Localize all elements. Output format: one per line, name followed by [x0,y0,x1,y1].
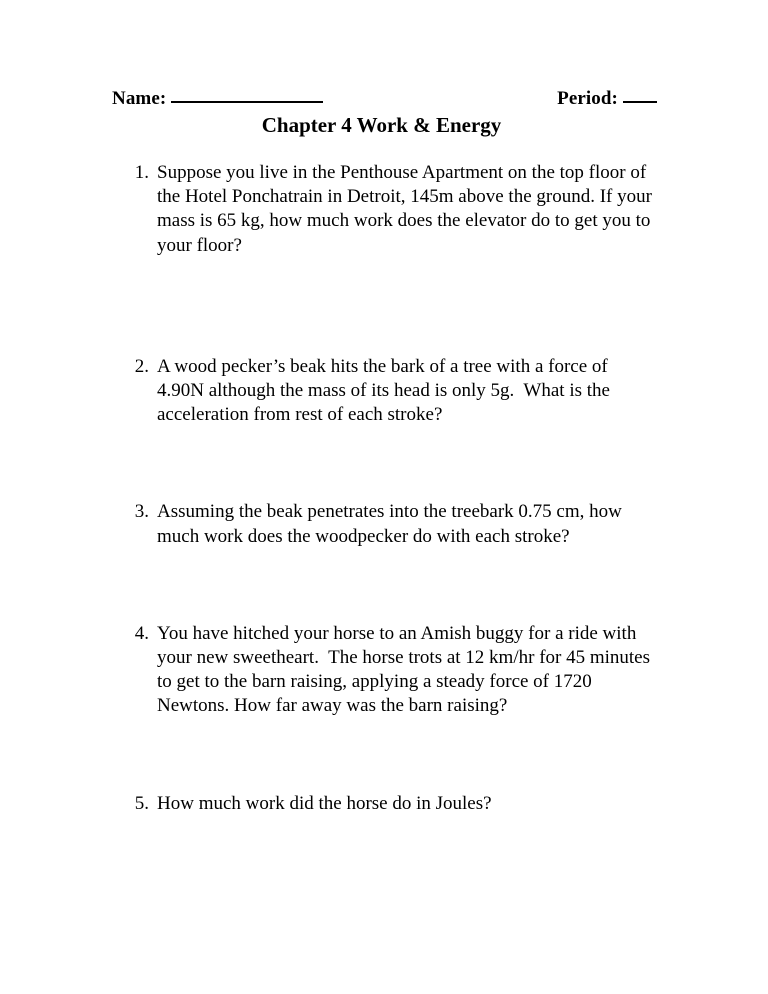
worksheet-header [112,88,657,114]
question-text: A wood pecker’s beak hits the bark of a tree with a force of 4.90N although the mass of its head is only 5g. What is the acceleration from rest of each stroke? [157,355,615,426]
question-text: Suppose you live in the Penthouse Apartment on the top floor of the Hotel Ponchatrain in Detroit, 145m above the ground. If your mass is 65 kg, how much work does the elevator do to get you to your floor? [157,162,657,256]
page-title: Chapter 4 Work & Energy [261,113,502,137]
answer-space-3[interactable] [128,549,658,622]
answer-space-4[interactable] [128,719,658,792]
question-text: How much work did the horse do in Joules? [157,792,492,814]
name-field[interactable] [112,88,323,110]
header-row [112,88,657,110]
question-item-5 [128,792,658,816]
question-text: You have hitched your horse to an Amish buggy for a ride with your new sweetheart. The horse trots at 12 km/hr for 45 minutes to get to the barn raising, applying a steady force of 1720 Newtons. How far away was the barn raising? [157,622,655,717]
answer-space-2[interactable] [128,427,658,500]
question-item-4 [128,622,658,719]
question-item-3 [128,500,658,548]
question-text: Assuming the beak penetrates into the treebark 0.75 cm, how much work does the woodpecker do with each stroke? [157,501,627,547]
question-list [128,161,658,816]
name-blank-line[interactable] [171,101,323,103]
name-label: Name: [112,88,167,109]
question-number: 2. [134,355,149,377]
question-number: 5. [134,792,149,814]
question-item-2 [128,355,658,428]
answer-space-1[interactable] [128,258,658,355]
question-number: 1. [134,162,149,183]
question-number: 3. [134,501,149,523]
question-number: 4. [134,622,149,644]
question-item-1 [128,161,658,258]
period-field[interactable] [557,88,657,110]
period-label: Period: [557,88,618,109]
period-blank-line[interactable] [623,101,657,103]
